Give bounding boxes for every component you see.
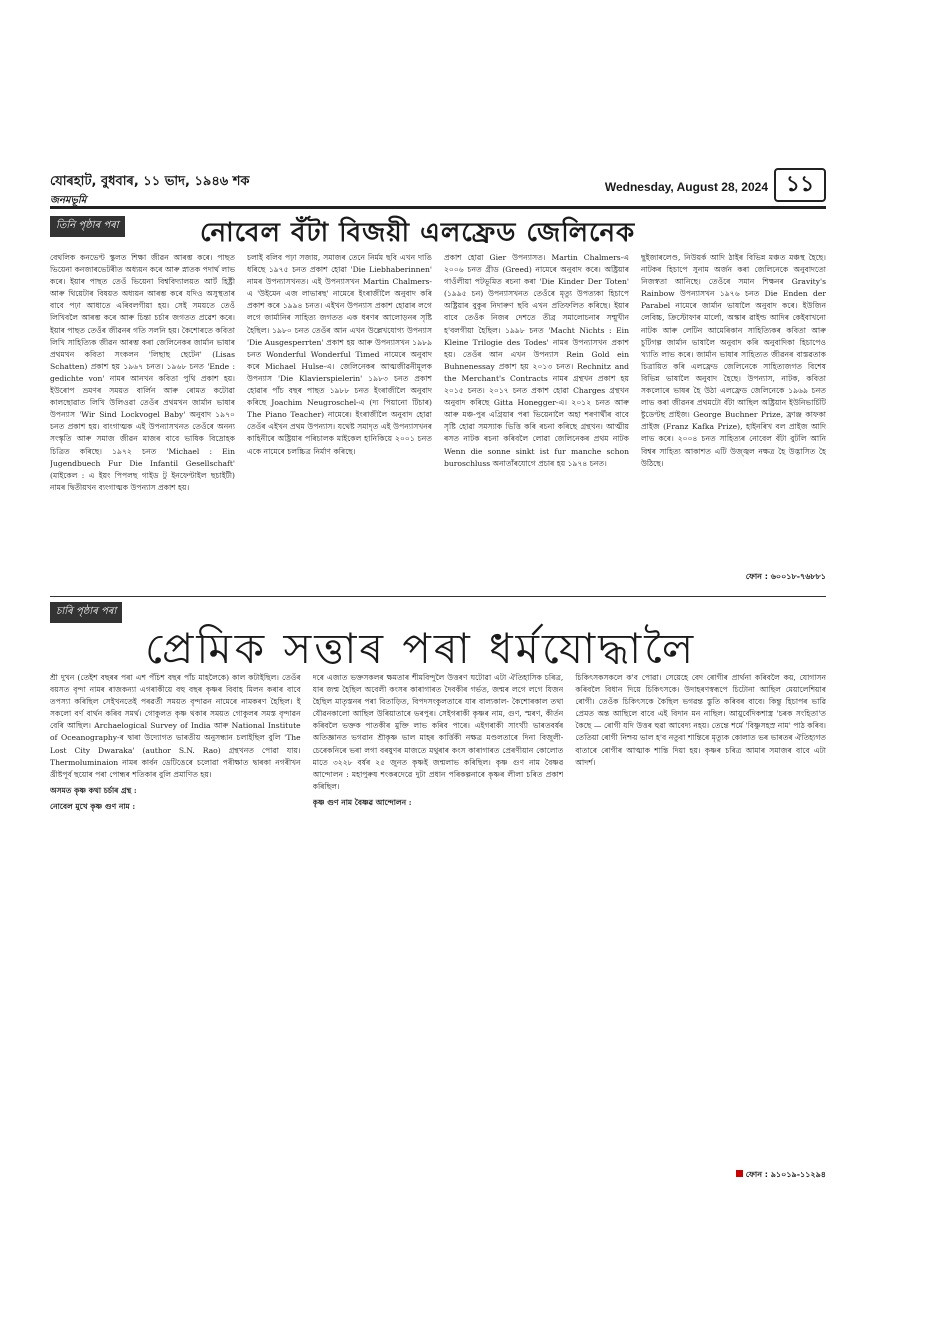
column-text: প্ৰকাশ হোৱা Gier উপন্যাসত। Martin Chalmers-এ ২০০৬ চনত গ্ৰীড (Greed) নামেৰে অনুবাদ কৰে। অষ্ট্ৰিয়াৰ গাওঁলীয়া পটভূমিত ৰচনা কৰা 'Die Kinder Der Toten' (১৯৯৫ চন) উপন্যাসখনত তেওঁৰে মৃত্যু উপত্যকা হিচাপে অষ্ট্ৰিয়াৰ বুকুৰ নিদাৰুণ ছবি এখন প্ৰতিফলিত কৰিছে। ইয়াৰ বাবে তেওঁক নিজৰ দেশতে তীব্ৰ সমালোচনাৰ সম্মুখীন হ'বলগীয়া হৈছিল। ১৯৯৮ চনত 'Macht Nichts : Ein Kleine Trilogie des Todes' নামৰ উপন্যাসখন প্ৰকাশ হয়। তেওঁৰ আন এখন উপন্যাস Rein Gold ein Buhnenessay প্ৰকাশ হয় ২০১৩ চনত। Rechnitz and the Merchant's Contracts নামৰ গ্ৰন্থখন প্ৰকাশ হয় ২০১৫ চনত। ২০১৭ চনত প্ৰকাশ হোৱা Charges গ্ৰন্থখন অনুবাদ কৰিছে Gitta Honegger-এ। ২০১২ চনত আৰু আৰু মঞ্চ-পুৰ এগ্ৰিয়াৰ পৰা ভিয়েনালৈ অহা শৰণাৰ্থীৰ বাবে সৃষ্টি হোৱা সমস্যাক ভিত্তি কৰি ৰচনা কৰিছে গ্ৰন্থখন। আত্মীয় ৰসত নাটক ৰচনা কৰিবলৈ লোৱা জেলিনেকৰ প্ৰথম নাটক Wenn die sonne sinkt ist fur manche schon buroschluss অনাতাঁৰযোগে প্ৰচাৰ হয় ১৯৭৪ চনত। bbox=[444, 253, 629, 468]
date-english: Wednesday, August 28, 2024 bbox=[604, 180, 768, 194]
article-nobel-jelinek bbox=[50, 212, 826, 592]
article-column bbox=[313, 672, 564, 1184]
column-text: ছুইজাৰলেণ্ড, নিউয়ৰ্ক আদি ঠাইৰ বিভিন্ন মঞ্চত মঞ্চস্থ হৈছে। নাটকৰ হিচাপে সুনাম অৰ্জন কৰা জেলিনেকে অনুবাদতো নিজস্বতা আনিছে। তেওঁৰে সমান শিক্ষনৰ Gravity's Rainbow উপন্যাসখন ১৯৭৬ চনত Die Enden der Parabel নামেৰে জাৰ্মান ভাষালৈ অনুবাদ কৰে। ইউজিন লেবিচ্চ, ক্ৰিস্টোফাৰ মাৰ্লো, অস্কাৰ ৱাইল্ড আদিৰ কেইবাখনো নাটক আৰু লেটিন আমেৰিকান সাহিত্যিকৰ কবিতা আৰু চুটিগল্প জাৰ্মান ভাষালৈ অনুবাদ কৰি অনুবাদিকা হিচাপেও খ্যাতি লাভ কৰে। জাৰ্মান ভাষাৰ সাহিত্যত জীৱনৰ বাস্তৱতাক চিত্ৰায়িত কৰি এলফ্ৰেড জেলিনেকে সাহিত্যজগত বিশেষ বিভিন্ন ভাষালৈ অনুবাদ হৈছে। উপন্যাস, নাটক, কবিতা সকলোৰে ভাষৰ হৈ উঠা এলফ্ৰেড জেলিনেকে ১৯৬৯ চনত লাভ কৰা জীৱনৰ প্ৰথমটো বঁটা আছিল অষ্ট্ৰিয়ান ইউনিভাৰ্চিটি ষ্টুডেণ্টছ প্ৰাইজ। George Buchner Prize, ফ্ৰাঞ্জ কাফকা প্ৰাইজ (Franz Kafka Prize), হাইনৰিখ বল প্ৰাইজ আদি লাভ কৰে। ২০০৪ চনত সাহিত্যৰ নোবেল বঁটা বুটলি আনি বিশ্বৰ সাহিত্য আকাশত এটি উজ্জ্বল নক্ষত্ৰ হৈ উদ্ভাসিত হৈ উঠিছে। bbox=[641, 253, 826, 468]
phone-number bbox=[736, 1169, 826, 1182]
column-text: চিকিৎসকসকলে ক'ব পোৱা। সেয়েহে বেদ ৰোগীৰ প্ৰাৰ্থনা কৰিবলৈ কয়, যোগাসন কৰিবলৈ বিধান দিয়ে চিকিৎসকে। উদাহৰণস্বৰূপে চিটোনা আছিল মেয়ালেশিয়াৰ ৰোগী। তেওঁক চিকিৎসকে কৈছিল ভগৱন্ত স্তুতি কৰিবৰ বাবে। কিন্তু হিচাপৰ ভাৱি প্ৰেমত অন্ত আছিলে বাবে এই বিদান মন নাছিল। আয়ুৰ্বেদিকশাস্ত্ৰ 'চৰক সংহিতা'ত কৈছে — ৰোগী যদি উত্তৰ হুৱা আবেদ্য নহয়। তেন্তে শৰ্মে 'বিষ্ণুসহস্ৰ নাম' পাঠ কৰিব। তেতিয়া ৰোগী নিশ্চয় ভাল হ'ব নতুবা শান্তিৰে মৃত্যুক কোলাত ভৰ ভাৰতৰ ঐতিহ্যগত বাতাৰে ৰোগীৰ আত্মাক শান্তি দিয়া হয়। কৃষ্ণৰ চৰিত্ৰ আমাৰ সমাজৰ বাবে এটা আদৰ্শ। bbox=[575, 673, 827, 767]
article-premik-sotta bbox=[50, 602, 826, 1190]
article-columns bbox=[50, 672, 826, 1184]
subheading: কৃষ্ণ গুণ নাম বৈষ্ণৱ আন্দোলন : bbox=[312, 797, 412, 807]
column-text: দৰে এজাত ভক্তসকলৰ ক্ষমতাৰ শীমবিন্দুলৈ উত্তৰণ ঘটোৱা এটা ঐতিহাসিক চৰিত্ৰ, যাৰ জন্ম হৈছিল অবেলী কংসৰ কাৰাগাৰত দৈবকীৰ গৰ্ভত, জন্মৰ লগে লগে যিজন হৈছিল মাতৃস্তনৰ পৰা বিতাড়িত, বিপদসংকুলতাৰে যাৰ বাল্যকাল- কৈশোৰকাল তথা যৌৱনকালো আছিল উৰিয়াতাৰে ভৰপুৰ। সেইগৰাকী কৃষ্ণৰ নাম, গুণ, স্মৰণ, কীৰ্তন কৰিবলৈ ভক্তক পাতকীৰ মুক্তি লাভ কৰিব পাৰে। এইগৰাকী সাংখ্যী ভাৰতবৰ্ষৰ অতিজ্ঞানত ভগৱান শ্ৰীকৃষ্ণ ভাল মাহৰ কাৰ্ত্তিকী নক্ষত্ৰ মণ্ডলতাৰে দিনা বিজুলী-চেৰেকনিৰে ভৰা লগা বৰষুণৰ মাজতে মথুৰাৰ কংস কাৰাগাৰত প্ৰেৰণীয়ান কোলোত মাতে ৩২২৮ বৰ্ষৰ ২৫ জুনত কৃষ্ণই জন্মলাভ কৰিছিল। কৃষ্ণ গুণ নাম বৈষ্ণৱ আন্দোলন : মহাপুৰুষ শংকৰদেৱে দুটা প্ৰধান পৰিকল্পনাৰে কৃষ্ণৰ লীলা চৰিত প্ৰকাশ কৰিছিল। bbox=[312, 673, 564, 791]
article-column bbox=[641, 252, 826, 582]
column-text: বেথলিক কনভেণ্ট স্কুলত শিক্ষা জীৱন আৰম্ভ কৰে। পাছত ভিয়েনা কনজাৰভেটৰীত অধ্যয়ন কৰে আৰু স্নাতক পদাৰ্থ লাভ কৰে। ইয়াৰ পাছত তেওঁ ভিয়েনা বিশ্ববিদ্যালয়ত আৰ্ট হিষ্ট্ৰী আৰু থিয়েটাৰ বিষয়ত অধ্যয়ন আৰম্ভ কৰে যদিও অসুস্থতাৰ বাবে পঢ়া আধাতে এৰিবলগীয়া হয়। সেই সময়তে তেওঁ লিখিবলৈ আৰম্ভ কৰে আৰু চিন্তা চৰ্চাৰ জগতত প্ৰৱেশ কৰে। ইয়াৰ পাছত তেওঁৰ জীৱনৰ গতি সলনি হয়। কৈশোৰতে কবিতা লিখি সাহিত্যিক জীৱন আৰম্ভ কৰা জেলিনেকৰ জাৰ্মান ভাষাৰ প্ৰথমখন কবিতা সংকলন 'লিছাছ ছেটেন' (Lisas Schatten) প্ৰকাশ হয় ১৯৬৭ চনত। ১৯৬৮ চনত 'Ende : gedichte von' নামৰ আনখন কবিতা পুথি প্ৰকাশ হয়। ইউৰোপ ভ্ৰমণৰ সময়ত বাৰ্লিন আৰু ৰোমত কটোৱা কালছোৱাত লিখি উলিওৱা তেওঁৰ প্ৰথমখন জাৰ্মান ভাষাৰ উপন্যাস 'Wir Sind Lockvogel Baby' অনুবাদ ১৯৭০ চনত প্ৰকাশ হয়। বাংগাত্মক এই উপন্যাসখনত তেওঁৰে অনন্য সংস্কৃতি আৰু সমাজ জীৱন মাজৰ বাবে ভাষিক বিদ্ৰোহক চিত্ৰিত কৰিছে। ১৯৭২ চনত 'Michael : Ein Jugendbuech Fur Die Infantil Gesellschaft' (মাইকেল : এ ইয়ং পিপলছ গাইড টু ইনফেণ্টাইল ছচাইটী) নামৰ দ্বিতীয়খন ব্যংগাত্মক উপন্যাস প্ৰকাশ হয়। bbox=[50, 253, 235, 492]
subheading: নোবেল মুখে কৃষ্ণ গুণ নাম : bbox=[50, 801, 136, 811]
bullet-square-icon bbox=[736, 1170, 743, 1177]
column-text: শ্ৰী দুখন (তেইশ বছৰৰ পৰা এশ পঁচিশ বছৰ পাঁচ মাহলৈকে) কাল কটাইছিল। তেওঁৰ বয়সত বৃন্দা নামৰ ৰাজকন্যা এগৰাকীয়ে বহু বছৰ কৃষ্ণৰ বিবাহ মিলন কৰাৰ বাবে তপস্যা কৰিছিল সেইখনতেই পৰৱৰ্তী সময়ত বৃন্দাৱন নামেৰে নামকৰণ হৈছিল। ই সকলো বৰ্ণ বাৰ্থন কৰিব সমৰ্থ। গোকুলত কৃষ্ণ থকাৰ সময়ত গোকুলৰ সমস্ত বৃন্দাৱন বেৰি আছিল। Archaelogical Survey of India আৰু National Institute of Oceanography-ৰ দ্বাৰা উদ্যোগত ভাৰতীয় অনুসন্ধান চলাইছিল বুলি 'The Lost City Dwaraka' (author S.N. Rao) গ্ৰন্থখনত পোৱা যায়। Thermoluminaion নামৰ কাৰ্বন ডেটিঙেৰে চলোৱা পৰীক্ষাত দ্বাৰকা নগৰীখন খ্ৰীষ্টপূৰ্ব ছয়োৰ পৰা পোন্ধৰ শতিকাৰ বুলি প্ৰমাণিত হয়। bbox=[50, 673, 301, 779]
article-column bbox=[575, 672, 826, 1184]
column-text: চলাই বলিব পঢ়া সজায়, সমাজৰ তেনে নিৰ্মম ছবি এখন দাঙি ধৰিছে ১৯৭৫ চনত প্ৰকাশ হোৱা 'Die Liebhaberinnen' নামৰ উপন্যাসখনত। এই উপন্যাসখন Martin Chalmers-এ 'উইমেন এজ লাভাৰছ' নামেৰে ইংৰাজীলৈ অনুবাদ কৰি প্ৰকাশ কৰে ১৯৯৪ চনত। এইখন উপন্যাস প্ৰকাশ হোৱাৰ লগে লগে জাৰ্মানিৰ সাহিত্য জগতত এক ধৰণৰ আলোড়নৰ সৃষ্টি হৈছিল। ১৯৮০ চনত তেওঁৰ আন এখন উল্লেখযোগ্য উপন্যাস 'Die Ausgesperrten' প্ৰকাশ হয় আৰু উপন্যাসখন ১৯৮৯ চনত Wonderful Wonderful Timed নামেৰে অনুবাদ কৰে Michael Hulse-এ। জেলিনেকৰ আত্মজীৱনীমূলক উপন্যাস 'Die Klavierspielerin' ১৯৮৩ চনত প্ৰকাশ হোৱাৰ পাঁচ বছৰ পাছত ১৯৮৮ চনত ইংৰাজীলৈ অনুবাদ কৰিছে Joachim Neugroschel-এ (দ্য পিয়ানো টিচাৰ) The Piano Teacher) নামেৰে। ইংৰাজীলৈ অনুবাদ হোৱা তেওঁৰ এইখন প্ৰথম উপন্যাস। যথেষ্ট সমাদৃত এই উপন্যাসখনৰ কাহিনীৰে অষ্ট্ৰিয়াৰ পৰিচালক মাইকেল হানিকিয়ে ২০০১ চনত একে নামেৰে চলচ্চিত্ৰ নিৰ্মাণ কৰিছে। bbox=[247, 253, 432, 456]
phone-number: ফোন : ৬০০১৮-৭৬৮৮১ bbox=[745, 572, 826, 581]
newspaper-logo: জনমভূমি bbox=[50, 195, 87, 206]
article-columns bbox=[50, 252, 826, 582]
newspaper-page bbox=[50, 150, 826, 1190]
header-divider bbox=[50, 206, 826, 209]
subheading: অসমত কৃষ্ণ কথা চৰ্চাৰ গ্ৰন্থ : bbox=[50, 785, 137, 795]
page-header bbox=[50, 160, 826, 220]
continued-kicker: তিনি পৃষ্ঠাৰ পৰা bbox=[50, 216, 125, 237]
page-number: ১১ bbox=[774, 168, 826, 202]
continued-kicker: চাৰি পৃষ্ঠাৰ পৰা bbox=[50, 602, 122, 623]
article-divider bbox=[50, 596, 826, 597]
phone-text: ফোন : ৯১০১৯-১১২৯৪ bbox=[745, 1170, 826, 1179]
article-column bbox=[50, 672, 301, 1184]
article-column bbox=[247, 252, 432, 582]
date-local: যোৰহাট, বুধবাৰ, ১১ ভাদ, ১৯৪৬ শক bbox=[50, 174, 250, 189]
article-column bbox=[50, 252, 235, 582]
article-headline: নোবেল বঁটা বিজয়ী এলফ্ৰেড জেলিনেক bbox=[200, 218, 636, 248]
article-column bbox=[444, 252, 629, 582]
article-headline: প্ৰেমিক সত্তাৰ পৰা ধৰ্মযোদ্ধালৈ bbox=[145, 624, 697, 673]
